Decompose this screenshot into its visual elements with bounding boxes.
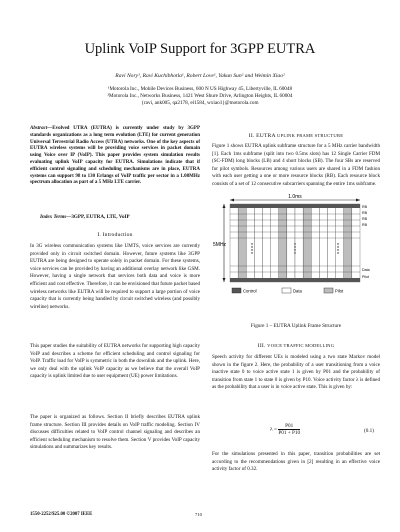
legend-control-swatch (232, 288, 241, 293)
data-block (271, 204, 279, 282)
page-number: 710 (195, 512, 202, 517)
intro-paragraph-1: In 3G wireless communication systems like UMTS, voice services are currently provided only in circuit switched domain. However, future systems like 3GPP EUTRA are being designed to operate solely in packet domain. For these systems, voice services can be provided by having an additional overlay network like GSM. However, having a single network that services both data and voice is more efficient and cost effective. Therefore, it can be envisioned that future packet based wireless networks like EUTRA will be required to support a large portion of voice capacity that is currently being handled by circuit switched wireless (and possibly wireline) networks. (30, 243, 200, 310)
pilot-side-label: Pilot (362, 275, 369, 279)
section-3-paragraph-1: Speech activity for different UEs is modeled using a two state Markov model shown in the figure 2. Here, the probability of a user transitioning from a voice inactive state 0 to voice active state 1 is given by P01 and the probability of transition from state 1 to state 0 is given by P10. Voice activity factor λ is defined as the probability that a user is in voice active state. This is given by: (212, 354, 380, 391)
author-emails: {ravi, ank005, qa2178, el1584, wxiao1}@motorola.com (141, 100, 259, 106)
data-block (319, 204, 327, 282)
section-2-number: II. EUTRA (248, 133, 276, 139)
abstract-text: Evolved UTRA (EUTRA) is currently under study by 3GPP standards organizations as a long term evolution (LTE) for current generation Universal Terrestrial Radio Access (UTRA) networks. One of the key aspects of EUTRA wireless systems will be providing voice services in packet domain using Voice over IP (VoIP). This paper provides system simulation results evaluating uplink VoIP capacity for EUTRA. Simulations indicate that if efficient control signaling and scheduling mechanisms are in place, EUTRA systems can support 98 to 130 Erlangs of VoIP traffic per sector in a 1.08MHz spectrum allocation as part of a 5 MHz LTE carrier. (30, 126, 200, 186)
control-band (230, 204, 360, 208)
legend-data-swatch (282, 288, 291, 293)
section-2-heading (212, 133, 380, 139)
section-3-paragraph-2: For the simulations presented in this paper, transition probabilities are set according to the recommendations given in [2] resulting in an effective voice activity factor of 0.32. (212, 451, 380, 473)
section-2-paragraph: Figure 1 shows EUTRA uplink subframe structure for a 5 MHz carrier bandwidth [1]. Each 1ms subframe (split into two 0.5ms slots) has 12 Single Carrier FDM (SC-FDM) long blocks (LB) and 4 short blocks (SB). The four SBs are reserved for pilot symbols. Resources among various users are shared in a FDM fashion with each user getting a one or more resource blocks (RB). Each resource block consists of a set of 12 consecutive subcarriers spanning the entire 1ms subframe. (212, 143, 380, 187)
data-block (311, 204, 319, 282)
ellipsis-dot (251, 243, 252, 244)
affiliation-2: ²Motorola Inc., Networks Business, 1421 West Shure Drive, Arlington Heights, IL 60004 (107, 93, 293, 99)
index-terms (40, 214, 200, 220)
legend-pilot-swatch (324, 288, 333, 293)
rb-label: RB (362, 211, 367, 215)
abstract (30, 126, 200, 187)
data-block (295, 204, 303, 282)
index-terms-label: Index Terms— (40, 214, 72, 220)
affiliation-1: ¹Motorola Inc., Mobile Devices Business, 600 N US Highway 45, Libertyville, IL 60048 (107, 86, 293, 92)
control-band (230, 278, 360, 282)
ellipsis-dot (294, 243, 295, 244)
data-block (287, 204, 295, 282)
pilot-block (303, 204, 311, 282)
section-3-number: III. (257, 343, 266, 349)
equation-0-1 (270, 423, 300, 436)
frame-grid (230, 204, 360, 282)
ellipsis-dot (337, 246, 338, 247)
data-block (254, 204, 262, 282)
equation-number: (0.1) (364, 428, 374, 434)
section-3-heading (212, 343, 380, 349)
pilot-block (279, 204, 287, 282)
pilot-block (344, 204, 352, 282)
data-block (352, 204, 360, 282)
data-block (230, 204, 238, 282)
figure-1-caption: Figure 1 – EUTRA Uplink Frame Structure (250, 323, 342, 329)
footer-copyright: 1550-2252/$25.00 ©2007 IEEE (30, 512, 93, 517)
rb-label: RB (362, 223, 367, 227)
abstract-label: Abstract— (30, 126, 53, 131)
data-block (328, 204, 336, 282)
ellipsis-dot (337, 252, 338, 253)
data-block (336, 204, 344, 282)
uplink-frame-figure (212, 194, 382, 306)
equation-fraction (278, 423, 300, 436)
index-terms-text: 3GPP, EUTRA, LTE, VoIP (71, 214, 130, 220)
ellipsis-dot (251, 252, 252, 253)
pilot-block (238, 204, 246, 282)
ellipsis-dot (294, 249, 295, 250)
paper-title: Uplink VoIP Support for 3GPP EUTRA (84, 41, 316, 57)
data-block (263, 204, 271, 282)
legend-pilot-label: Pilot (335, 288, 344, 294)
ellipsis-dot (337, 243, 338, 244)
ellipsis-dot (294, 246, 295, 247)
data-block (246, 204, 254, 282)
ellipsis-dot (251, 249, 252, 250)
ellipsis-dot (251, 246, 252, 247)
intro-paragraph-2: This paper studies the suitability of EUTRA networks for supporting high capacity VoIP and describes a scheme for efficient scheduling and control signaling for VoIP. Traffic load for VoIP is symmetric in both the downlink and the uplink. Here, we only deal with the uplink VoIP capacity as we believe that the overall VoIP capacity is uplink limited due to user equipment (UE) power limitations. (30, 343, 200, 380)
equation-numerator: P01 (278, 423, 300, 430)
ellipsis-dot (294, 252, 295, 253)
legend-control-label: Control (243, 288, 257, 294)
section-1-heading: I. Introduction (97, 232, 133, 238)
frame-duration-label: 1.0ms (288, 194, 302, 200)
rb-label: RB (362, 205, 367, 209)
section-3-title: VOICE TRAFFIC MODELLING (267, 343, 335, 348)
equation-denominator: P01 + P10 (278, 430, 301, 436)
intro-paragraph-3: The paper is organized as follows. Section II briefly describes EUTRA uplink frame structure. Section III provides details on VoIP traffic modeling. Section IV discusses difficulties related to VoIP control channel signaling and describes an efficient scheduling mechanism to resolve them. Section V provides VoIP capacity simulations and summarizes key results. (30, 414, 200, 451)
rb-label: RB (362, 217, 367, 221)
equation-lhs: λ = (270, 426, 278, 433)
author-list: Ravi Nory¹, Ravi Kuchibhotla¹, Robert Love¹, Yakun Sun² and Weimin Xiao² (115, 73, 285, 79)
ellipsis-dot (337, 249, 338, 250)
section-2-title: UPLINK FRAME STRUCTURE (277, 133, 344, 138)
legend-data-label: Data (293, 288, 302, 294)
bandwidth-label: 5MHz (213, 242, 227, 248)
data-side-label: Data (362, 268, 370, 272)
